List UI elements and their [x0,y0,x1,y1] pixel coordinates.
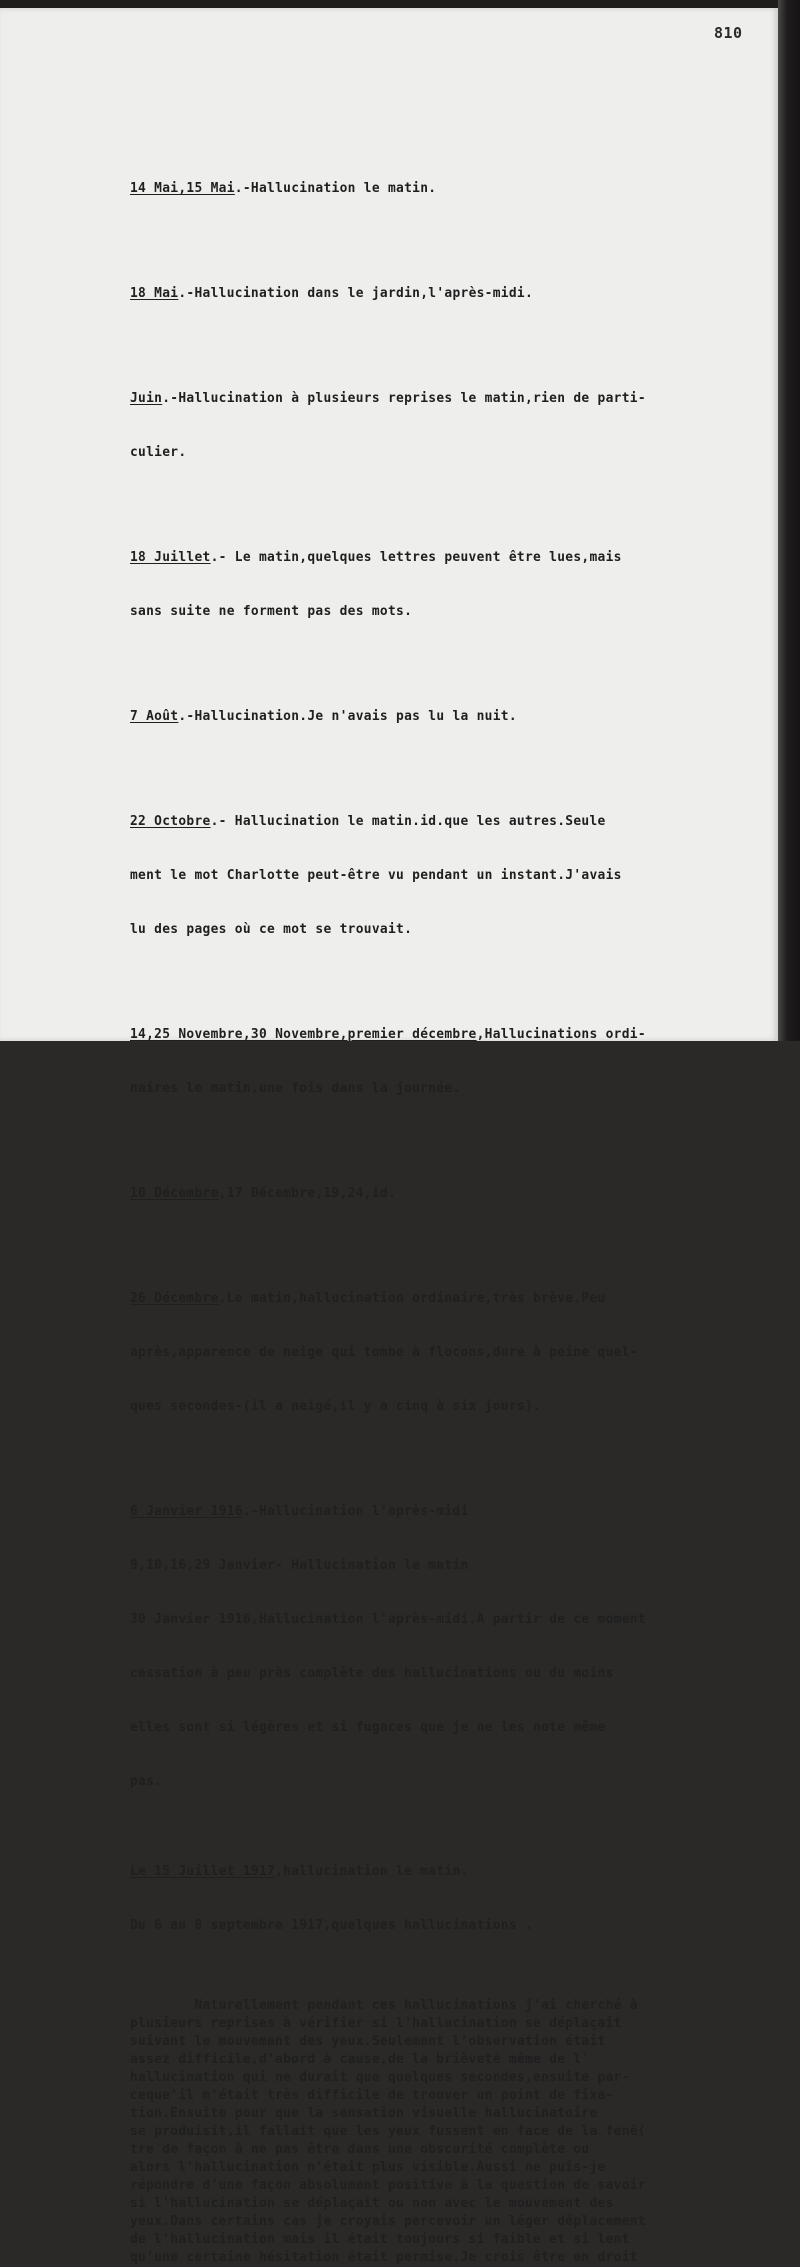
log-entry [130,990,782,1134]
paragraph-line: Naturellement pendant ces hallucinations j'ai cherché à [130,1998,638,2013]
entry-date: 22 Octobre [130,814,211,829]
entry-text: ,Hallucinations ordi- [476,1027,646,1042]
entry-text: cessation à peu près complète des hallucinations ou du moins [130,1666,614,1681]
log-entry [130,513,782,657]
entry-text: culier. [130,445,187,460]
entry-text: .-Hallucination à plusieurs reprises le matin,rien de parti- [162,391,646,406]
entry-text: ,17 Décembre,19,24,id. [218,1186,397,1201]
entry-date: 14 Mai,15 Mai [130,181,235,196]
entry-date: 7 Août [130,709,179,724]
entry-date: 6 Janvier 1916 [130,1504,243,1519]
paragraph-line: se produisit,il fallait que les yeux fussent en face de la fenê( [130,2124,646,2139]
entry-text: ,hallucination le matin. [275,1864,469,1879]
entry-text: Du 6 au 8 septembre 1917,quelques hallucinations . [130,1918,534,1933]
entry-text: sans suite ne forment pas des mots. [130,604,413,619]
paragraph-line: yeux.Dans certains cas je croyais percevoir un léger déplacement [130,2214,646,2229]
paragraph-line: plusieurs reprises à vérifier si l'hallucination se déplaçait [130,2016,622,2031]
paragraph-line: tion.Ensuite pour que la sensation visuelle hallucinatoire [130,2106,598,2121]
log-entry [130,672,782,762]
paragraph-line: si l'hallucination se déplaçait ou non avec le mouvement des [130,2196,614,2211]
entry-text: naires le matin,une fois dans la journée. [130,1081,461,1096]
log-entry [130,777,782,975]
log-entry [130,354,782,498]
log-entry [130,1254,782,1452]
log-entry [130,144,782,234]
entry-text: ment le mot Charlotte peut-être vu pendant un instant.J'avais [130,868,622,883]
paragraph-line: répondre d'une façon absolument positive à la question de savoir [130,2178,646,2193]
paragraph-line: de l'hallucination mais il était toujours si faible et si lent [130,2232,630,2247]
paragraph-line: tre de façon à ne pas être dans une obscurité complète ou [130,2142,590,2157]
paragraph-line: hallucination qui ne durait que quelques secondes,ensuite par- [130,2070,630,2085]
entry-text: .- Le matin,quelques lettres peuvent être lues,mais [210,550,622,565]
entry-text: .-Hallucination le matin. [234,181,437,196]
entry-date: Le 15 Juillet 1917 [130,1864,276,1879]
entry-text: pas. [130,1774,163,1789]
hallucination-log [130,144,782,2267]
paragraph-line: qu'une certaine hésitation était permise.Je crois être en droit [130,2250,638,2265]
entry-date: 14,25 Novembre,30 Novembre,premier décembre [130,1027,477,1042]
entry-date: 18 Mai [130,286,179,301]
log-entry [130,249,782,339]
entry-text: .Le matin,hallucination ordinaire,très brève.Peu [218,1291,606,1306]
paragraph-line: ceque'il m'était très difficile de trouver un point de fixa- [130,2088,614,2103]
entry-text: après,apparence de neige qui tombe à flocons,dure à peine quel- [130,1345,638,1360]
entry-text: .-Hallucination l'après-midi [242,1504,469,1519]
observation-paragraph [130,1997,782,2267]
entry-date: Juin [130,391,163,406]
log-entry-1917 [130,1827,782,1971]
entry-text: 30 Janvier 1916,Hallucination l'après-midi.A partir de ce moment [130,1612,646,1627]
log-entry-1916 [130,1467,782,1827]
paragraph-line: assez difficile,d'abord à cause,de la brièveté même de l' [130,2052,590,2067]
entry-date: 26 Décembre [130,1291,219,1306]
entry-text: lu des pages où ce mot se trouvait. [130,922,413,937]
page-number: 810 [714,24,743,42]
entry-text: .-Hallucination.Je n'avais pas lu la nuit. [178,709,517,724]
entry-text: elles sont si légères et si fugaces que je ne les note même [130,1720,606,1735]
entry-text: .- Hallucination le matin.id.que les autres.Seule [210,814,606,829]
log-entry [130,1149,782,1239]
paragraph-line: alors l'hallucination n'était plus visible.Aussi ne puis-je [130,2160,606,2175]
entry-text: .-Hallucination dans le jardin,l'après-midi. [178,286,534,301]
paragraph-line: suivant le mouvement des yeux.Seulement l'observation était [130,2034,606,2049]
entry-text: 9,10,16,29 Janvier- Hallucination le matin [130,1558,469,1573]
entry-date: 18 Juillet [130,550,211,565]
entry-text: ques secondes-(il a neigé,il y a cinq à six jours). [130,1399,542,1414]
entry-date: 10 Décembre [130,1186,219,1201]
